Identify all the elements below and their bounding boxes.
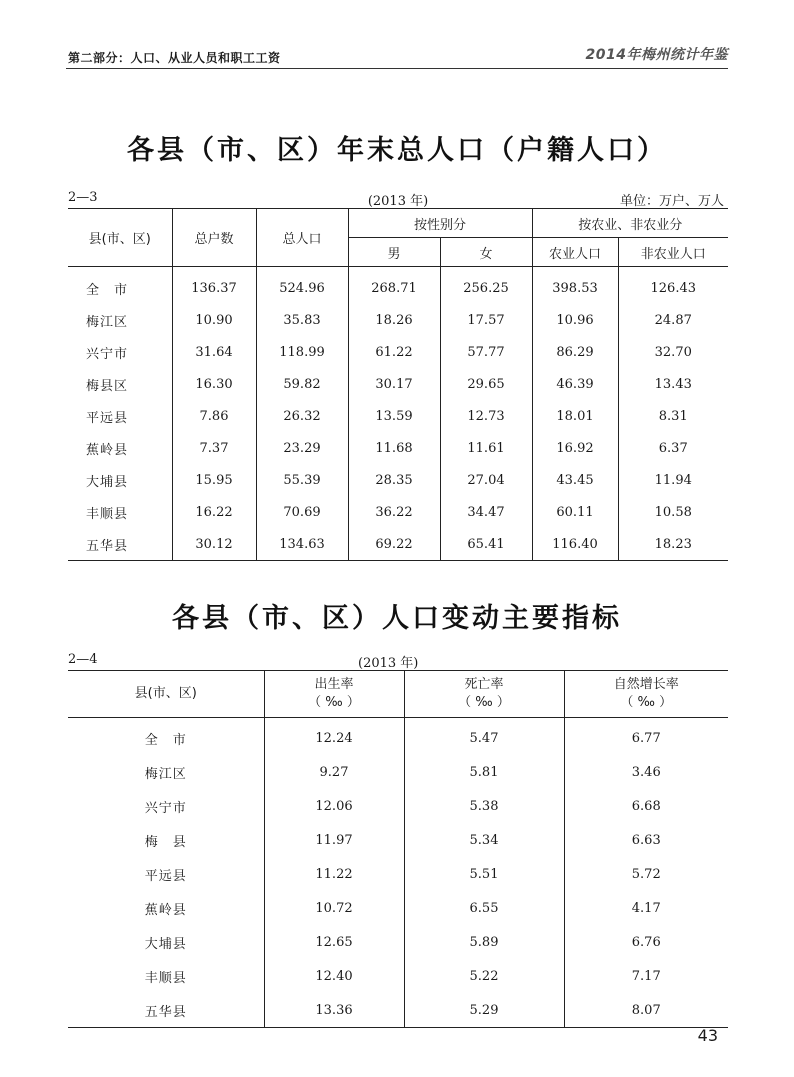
cell-non-agri: 32.70: [618, 336, 728, 368]
cell-agri: 10.96: [532, 304, 618, 336]
cell-male: 30.17: [348, 368, 440, 400]
header-birth-rate: [264, 671, 404, 718]
cell-death: 6.55: [404, 891, 564, 925]
header-by-type: 按农业、非农业分: [532, 209, 728, 238]
cell-male: 268.71: [348, 267, 440, 305]
table-row: [68, 432, 728, 464]
table-row: [68, 755, 728, 789]
cell-birth: 12.06: [264, 789, 404, 823]
row-name: 梅江区: [144, 766, 187, 782]
cell-population: 59.82: [256, 368, 348, 400]
cell-households: 15.95: [172, 464, 256, 496]
cell-female: 27.04: [440, 464, 532, 496]
header-households: 总户数: [172, 209, 256, 267]
table1-title: 各县（市、区）年末总人口（户籍人口）: [127, 135, 667, 166]
table1-meta: [68, 190, 728, 208]
header-region: 县(市、区): [68, 209, 172, 267]
cell-death: 5.89: [404, 925, 564, 959]
row-name: 全 市: [144, 732, 187, 748]
population-change-table: [68, 670, 728, 1028]
header-female: 女: [440, 238, 532, 267]
cell-population: 70.69: [256, 496, 348, 528]
population-table: [68, 208, 728, 561]
table-row: [68, 993, 728, 1028]
cell-male: 61.22: [348, 336, 440, 368]
cell-birth: 12.24: [264, 718, 404, 756]
cell-growth: 4.17: [564, 891, 728, 925]
table-row: [68, 718, 728, 756]
table2-title: 各县（市、区）人口变动主要指标: [172, 603, 622, 634]
cell-birth: 11.22: [264, 857, 404, 891]
cell-growth: 3.46: [564, 755, 728, 789]
table1-unit: 单位：万户、万人: [619, 194, 724, 209]
cell-non-agri: 8.31: [618, 400, 728, 432]
cell-death: 5.51: [404, 857, 564, 891]
cell-households: 16.22: [172, 496, 256, 528]
header-death-rate: [404, 671, 564, 718]
cell-non-agri: 18.23: [618, 528, 728, 561]
table2-year: (2013 年): [358, 656, 419, 671]
cell-growth: 6.68: [564, 789, 728, 823]
cell-birth: 12.65: [264, 925, 404, 959]
cell-female: 57.77: [440, 336, 532, 368]
cell-female: 11.61: [440, 432, 532, 464]
row-name: 蕉岭县: [86, 442, 129, 458]
table2-code: 2—4: [68, 652, 98, 667]
cell-non-agri: 24.87: [618, 304, 728, 336]
cell-agri: 60.11: [532, 496, 618, 528]
row-name: 梅 县: [144, 834, 187, 850]
cell-households: 7.37: [172, 432, 256, 464]
cell-households: 30.12: [172, 528, 256, 561]
cell-non-agri: 13.43: [618, 368, 728, 400]
cell-birth: 13.36: [264, 993, 404, 1028]
cell-agri: 46.39: [532, 368, 618, 400]
cell-male: 36.22: [348, 496, 440, 528]
cell-birth: 11.97: [264, 823, 404, 857]
row-name: 大埔县: [86, 474, 129, 490]
row-name: 平远县: [86, 410, 129, 426]
header-male: 男: [348, 238, 440, 267]
header-birth-label: 出生率: [314, 677, 354, 692]
cell-birth: 9.27: [264, 755, 404, 789]
row-name: 大埔县: [144, 936, 187, 952]
header-by-sex: 按性别分: [348, 209, 532, 238]
row-name: 丰顺县: [144, 970, 187, 986]
row-name: 蕉岭县: [144, 902, 187, 918]
header-population: 总人口: [256, 209, 348, 267]
row-name: 平远县: [144, 868, 187, 884]
header-death-label: 死亡率: [464, 677, 504, 692]
cell-non-agri: 126.43: [618, 267, 728, 305]
table-row: [68, 823, 728, 857]
table-row: [68, 400, 728, 432]
cell-female: 34.47: [440, 496, 532, 528]
cell-households: 136.37: [172, 267, 256, 305]
row-name: 兴宁市: [86, 346, 129, 362]
cell-female: 17.57: [440, 304, 532, 336]
table-row: [68, 496, 728, 528]
cell-agri: 16.92: [532, 432, 618, 464]
cell-death: 5.47: [404, 718, 564, 756]
cell-growth: 7.17: [564, 959, 728, 993]
table-row: [68, 464, 728, 496]
header-birth-unit: （ ‰ ）: [308, 695, 360, 710]
cell-population: 55.39: [256, 464, 348, 496]
cell-death: 5.29: [404, 993, 564, 1028]
cell-male: 28.35: [348, 464, 440, 496]
header-non-agri: 非农业人口: [618, 238, 728, 267]
table-row: [68, 304, 728, 336]
cell-agri: 43.45: [532, 464, 618, 496]
row-name: 梅县区: [86, 378, 129, 394]
header-divider: [66, 68, 728, 69]
header-growth-label: 自然增长率: [613, 677, 679, 692]
table-row: [68, 267, 728, 305]
row-name: 五华县: [144, 1004, 187, 1020]
cell-population: 118.99: [256, 336, 348, 368]
table-row: [68, 528, 728, 561]
row-name: 五华县: [86, 538, 129, 554]
header-agri: 农业人口: [532, 238, 618, 267]
cell-female: 29.65: [440, 368, 532, 400]
table-row: [68, 925, 728, 959]
cell-households: 16.30: [172, 368, 256, 400]
table1-year: (2013 年): [367, 194, 429, 209]
cell-households: 7.86: [172, 400, 256, 432]
row-name: 梅江区: [86, 314, 129, 330]
cell-agri: 116.40: [532, 528, 618, 561]
cell-households: 10.90: [172, 304, 256, 336]
cell-birth: 12.40: [264, 959, 404, 993]
page-number: 43: [697, 1026, 718, 1045]
cell-agri: 86.29: [532, 336, 618, 368]
cell-agri: 18.01: [532, 400, 618, 432]
table-row: [68, 789, 728, 823]
cell-population: 26.32: [256, 400, 348, 432]
cell-growth: 6.77: [564, 718, 728, 756]
yearbook-title: 2014年梅州统计年鉴: [585, 47, 728, 63]
table2-meta: [68, 652, 728, 670]
cell-households: 31.64: [172, 336, 256, 368]
header-growth-rate: [564, 671, 728, 718]
cell-death: 5.22: [404, 959, 564, 993]
cell-birth: 10.72: [264, 891, 404, 925]
cell-male: 18.26: [348, 304, 440, 336]
cell-female: 256.25: [440, 267, 532, 305]
row-name: 全 市: [86, 282, 129, 298]
cell-death: 5.34: [404, 823, 564, 857]
table-row: [68, 857, 728, 891]
cell-non-agri: 6.37: [618, 432, 728, 464]
cell-population: 134.63: [256, 528, 348, 561]
header-growth-unit: （ ‰ ）: [620, 695, 673, 710]
cell-non-agri: 10.58: [618, 496, 728, 528]
cell-female: 65.41: [440, 528, 532, 561]
table-row: [68, 959, 728, 993]
cell-male: 13.59: [348, 400, 440, 432]
cell-death: 5.81: [404, 755, 564, 789]
cell-female: 12.73: [440, 400, 532, 432]
cell-population: 23.29: [256, 432, 348, 464]
cell-population: 524.96: [256, 267, 348, 305]
cell-growth: 6.76: [564, 925, 728, 959]
table-row: [68, 891, 728, 925]
cell-non-agri: 11.94: [618, 464, 728, 496]
cell-growth: 6.63: [564, 823, 728, 857]
header-region: 县(市、区): [68, 671, 264, 718]
cell-death: 5.38: [404, 789, 564, 823]
cell-agri: 398.53: [532, 267, 618, 305]
row-name: 兴宁市: [144, 800, 187, 816]
cell-growth: 8.07: [564, 993, 728, 1028]
cell-male: 11.68: [348, 432, 440, 464]
table1-code: 2—3: [68, 190, 98, 205]
row-name: 丰顺县: [86, 506, 129, 522]
cell-growth: 5.72: [564, 857, 728, 891]
section-header: 第二部分：人口、从业人员和职工工资: [68, 51, 281, 65]
table-row: [68, 336, 728, 368]
table-row: [68, 368, 728, 400]
cell-population: 35.83: [256, 304, 348, 336]
cell-male: 69.22: [348, 528, 440, 561]
header-death-unit: （ ‰ ）: [458, 695, 510, 710]
